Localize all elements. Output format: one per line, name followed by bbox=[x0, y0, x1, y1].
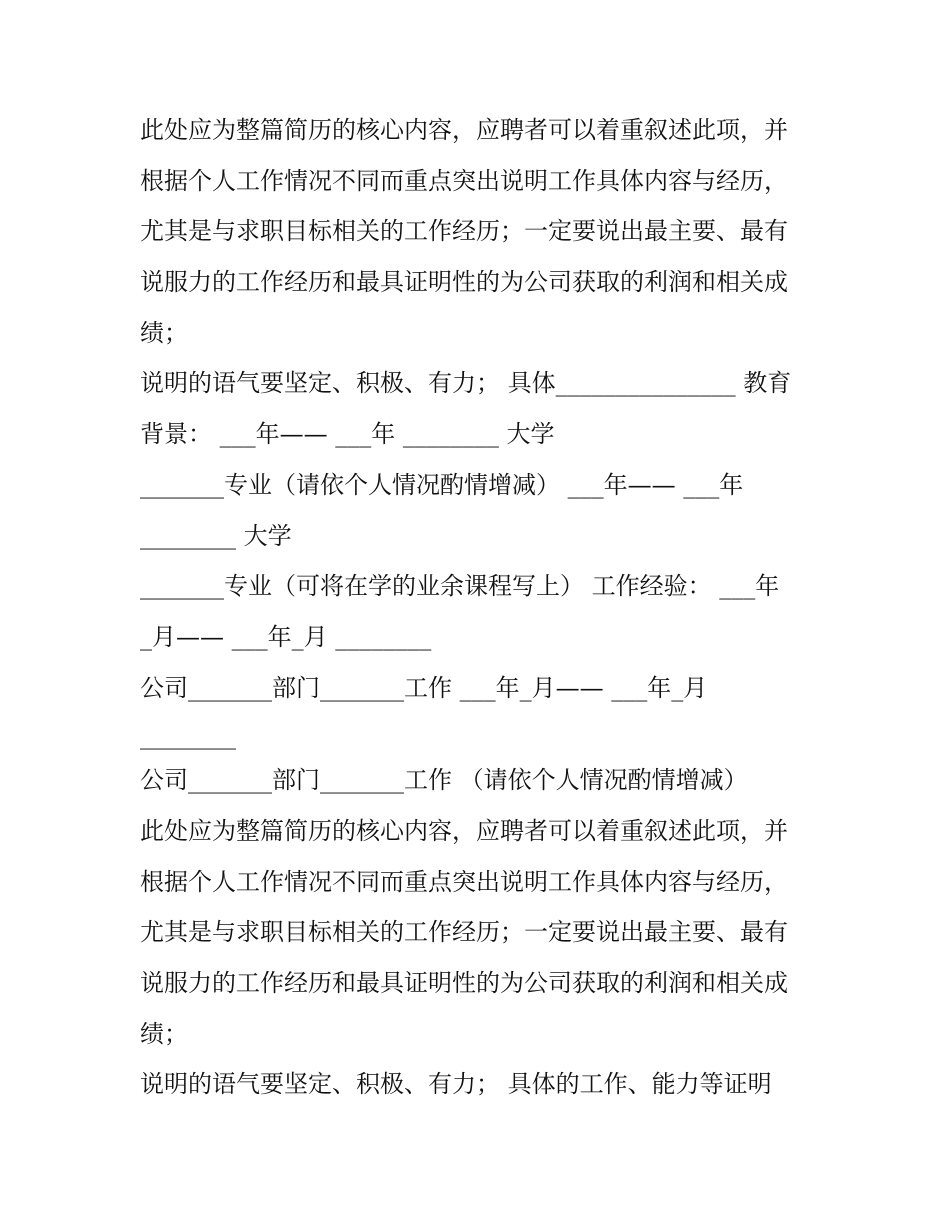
text-line: 公司_______部门_______工作 ___年_月—— ___年_月 bbox=[140, 674, 708, 702]
text-line: 此处应为整篇简历的核心内容，应聘者可以着重叙述此项，并 bbox=[140, 116, 788, 144]
text-line: 根据个人工作情况不同而重点突出说明工作具体内容与经历， bbox=[140, 167, 788, 195]
text-line: 说明的语气要坚定、积极、有力； 具体的工作、能力等证明 bbox=[140, 1070, 772, 1098]
text-line: _______专业（请依个人情况酌情增减） ___年—— ___年 bbox=[140, 471, 744, 499]
text-line: 说服力的工作经历和最具证明性的为公司获取的利润和相关成 bbox=[140, 268, 788, 296]
text-line: 背景： ___年—— ___年 ________ 大学 bbox=[140, 420, 555, 448]
text-line: ________ 大学 bbox=[140, 522, 292, 550]
text-line: 公司_______部门_______工作 （请依个人情况酌情增减） bbox=[140, 766, 748, 794]
text-line: 说服力的工作经历和最具证明性的为公司获取的利润和相关成 bbox=[140, 969, 788, 997]
text-line: _______专业（可将在学的业余课程写上） 工作经验： ___年 bbox=[140, 572, 780, 600]
text-line: 绩； bbox=[140, 319, 188, 347]
text-line: 尤其是与求职目标相关的工作经历；一定要说出最主要、最有 bbox=[140, 217, 788, 245]
text-line: 说明的语气要坚定、积极、有力； 具体_______________ 教育 bbox=[140, 369, 792, 397]
text-line: _月—— ___年_月 ________ bbox=[140, 623, 432, 651]
text-line: ________ bbox=[140, 722, 236, 750]
text-line: 绩； bbox=[140, 1020, 188, 1048]
text-line: 此处应为整篇简历的核心内容，应聘者可以着重叙述此项，并 bbox=[140, 817, 788, 845]
text-line: 根据个人工作情况不同而重点突出说明工作具体内容与经历， bbox=[140, 868, 788, 896]
text-line: 尤其是与求职目标相关的工作经历；一定要说出最主要、最有 bbox=[140, 918, 788, 946]
